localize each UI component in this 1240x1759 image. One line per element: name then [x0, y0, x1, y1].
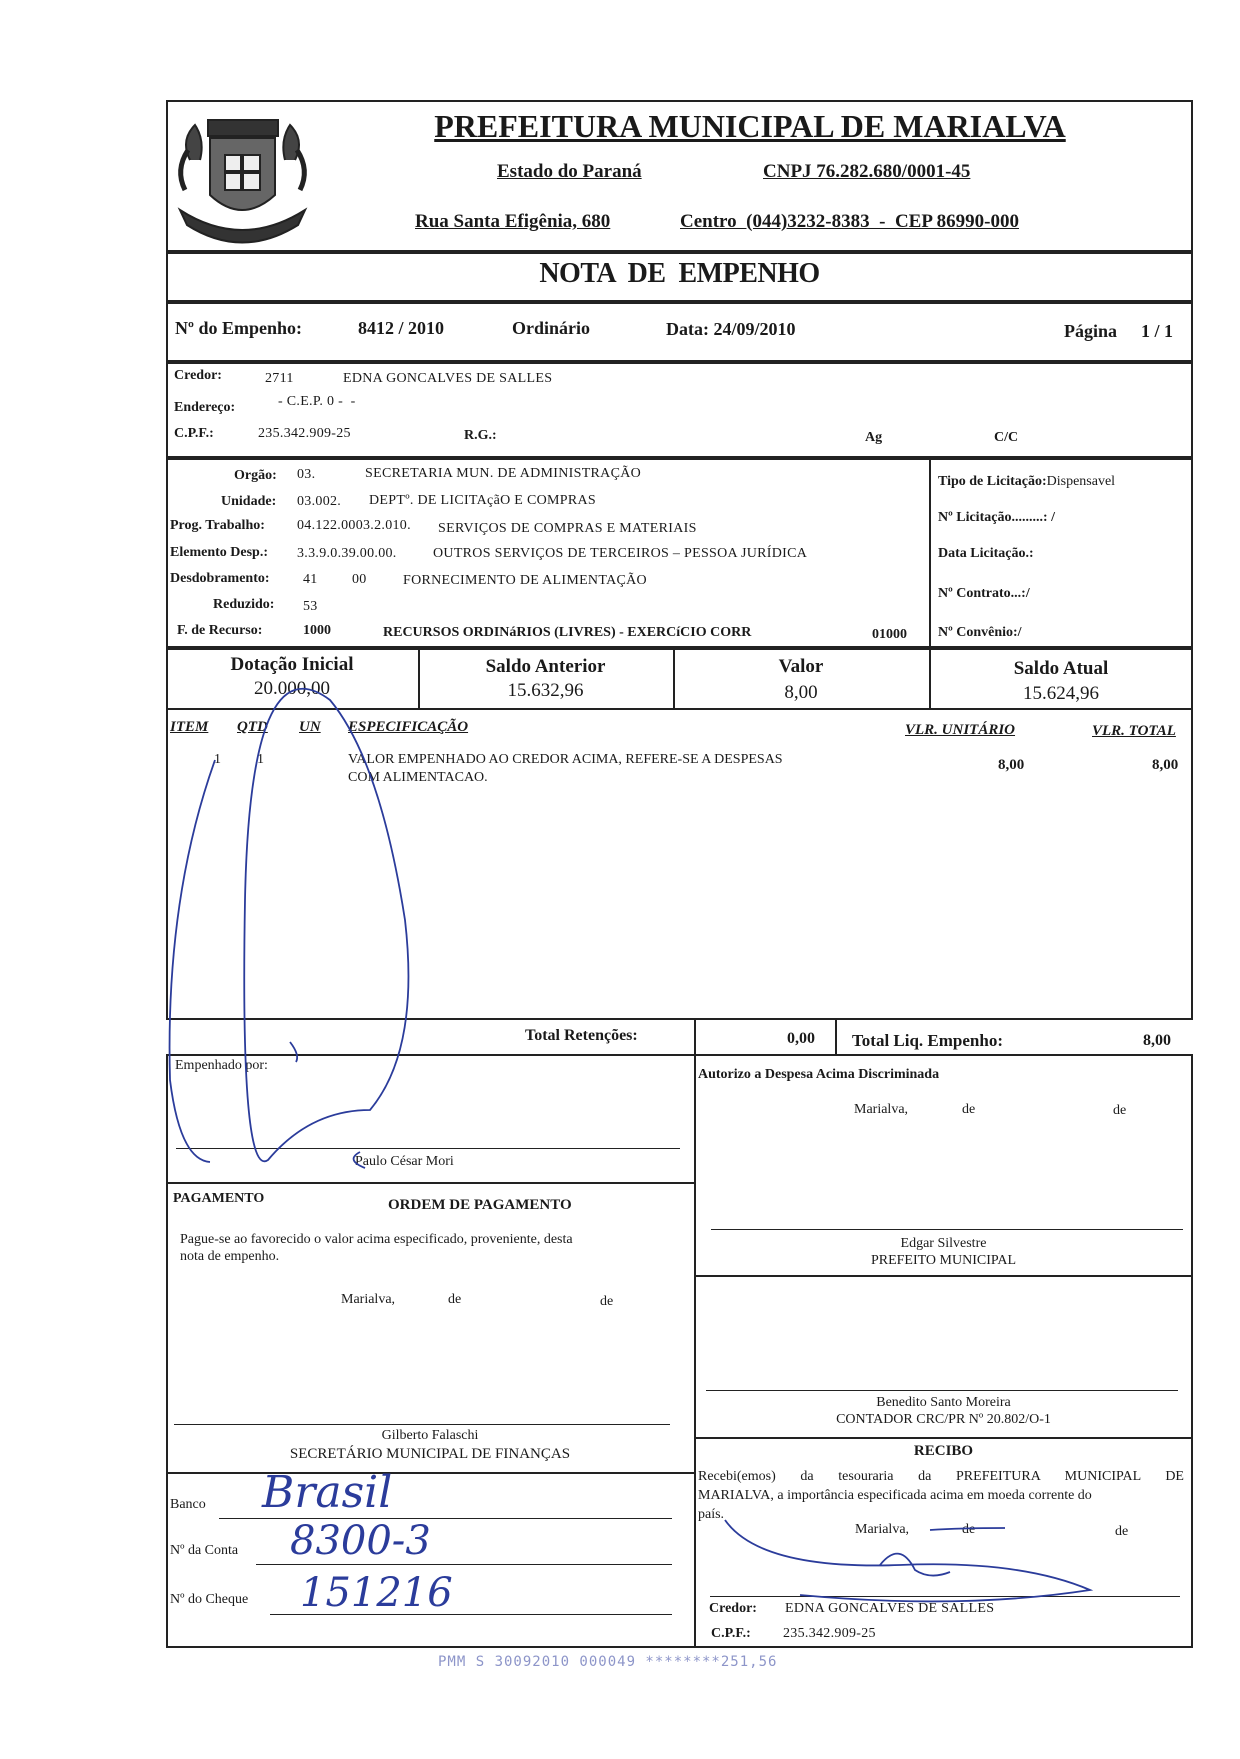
cheque-handwritten: 151216	[300, 1570, 453, 1616]
saldo-atual-label: Saldo Atual	[1013, 658, 1109, 679]
elemento-code: 3.3.9.0.39.00.00.	[297, 546, 397, 561]
row-total-value: 8,00	[1152, 757, 1179, 773]
col-header-qtd: QTD	[237, 719, 268, 735]
autorizo-label: Autorizo a Despesa Acima Discriminada	[698, 1067, 940, 1082]
pagamento-role: SECRETÁRIO MUNICIPAL DE FINANÇAS	[289, 1446, 571, 1462]
empenhado-signer: Paulo César Mori	[355, 1154, 454, 1169]
ag-label: Ag	[865, 430, 883, 445]
licitacao-tipo-label: Tipo de Licitação:	[938, 474, 1047, 489]
col-header-un: UN	[299, 719, 321, 735]
licitacao-numero: Nº Licitação.........: /	[938, 510, 1055, 525]
row-spec-line2: COM ALIMENTACAO.	[348, 770, 488, 785]
recurso-suffix: 01000	[872, 627, 907, 642]
pagamento-text-line2: nota de empenho.	[180, 1249, 280, 1264]
empenho-date: Data: 24/09/2010	[666, 319, 796, 339]
saldo-atual-value: 15.624,96	[1023, 683, 1099, 704]
col-header-especificacao: ESPECIFICAÇÃO	[348, 719, 469, 735]
recurso-label: F. de Recurso:	[177, 623, 263, 638]
page-label: Página	[1064, 321, 1118, 341]
pagamento-label: PAGAMENTO	[173, 1191, 265, 1206]
conta-handwritten: 8300-3	[290, 1518, 431, 1564]
dotacao-value: 20.000,00	[254, 678, 330, 699]
elemento-name: OUTROS SERVIÇOS DE TERCEIROS – PESSOA JURÍDICA	[433, 546, 808, 561]
desdobramento-name: FORNECIMENTO DE ALIMENTAÇÃO	[403, 573, 647, 588]
recibo-de1: de	[962, 1522, 976, 1537]
cheque-label: Nº do Cheque	[170, 1592, 249, 1607]
recibo-title: RECIBO	[913, 1443, 974, 1459]
recibo-credor-name: EDNA GONCALVES DE SALLES	[785, 1601, 995, 1616]
endereco-label: Endereço:	[174, 400, 236, 415]
autorizo-de2: de	[1113, 1103, 1127, 1118]
endereco-value: - C.E.P. 0 - -	[278, 394, 356, 409]
col-header-vlr-unitario: VLR. UNITÁRIO	[905, 722, 1016, 738]
orgao-code: 03.	[297, 467, 316, 482]
empenho-number-label: Nº do Empenho:	[175, 318, 302, 338]
autorizo-city: Marialva,	[854, 1102, 909, 1117]
prog-name: SERVIÇOS DE COMPRAS E MATERIAIS	[438, 521, 697, 536]
empenhado-label: Empenhado por:	[175, 1058, 268, 1073]
saldo-anterior-value: 15.632,96	[507, 680, 584, 701]
retencoes-value: 0,00	[787, 1030, 815, 1047]
pagamento-de1: de	[448, 1292, 462, 1307]
desdobramento-code2: 00	[352, 572, 367, 587]
recurso-code: 1000	[303, 623, 331, 638]
credor-code: 2711	[265, 371, 294, 386]
prog-code: 04.122.0003.2.010.	[297, 518, 411, 533]
prog-label: Prog. Trabalho:	[170, 518, 265, 533]
doc-title: NOTA DE EMPENHO	[539, 258, 820, 289]
licitacao-contrato: Nº Contrato...:/	[938, 586, 1030, 601]
contador-role: CONTADOR CRC/PR Nº 20.802/O-1	[836, 1412, 1051, 1427]
autorizo-role: PREFEITO MUNICIPAL	[870, 1253, 1017, 1268]
empenho-type: Ordinário	[512, 318, 591, 338]
dotacao-label: Dotação Inicial	[230, 654, 354, 675]
address-rest: Centro (044)3232-8383 - CEP 86990-000	[680, 211, 1019, 232]
rg-label: R.G.:	[464, 428, 497, 443]
reduzido-value: 53	[303, 599, 318, 614]
page-number: 1 / 1	[1141, 321, 1174, 341]
cc-label: C/C	[994, 430, 1019, 445]
machine-stamp: PMM S 30092010 000049 ********251,56	[438, 1654, 778, 1670]
licitacao-tipo-value: Dispensavel	[1046, 474, 1116, 489]
recibo-cpf-value: 235.342.909-25	[783, 1626, 876, 1641]
reduzido-label: Reduzido:	[213, 597, 275, 612]
orgao-name: SECRETARIA MUN. DE ADMINISTRAÇÃO	[365, 466, 642, 481]
unidade-code: 03.002.	[297, 494, 342, 509]
pagamento-text-line1: Pague-se ao favorecido o valor acima especificado, proveniente, desta	[180, 1232, 573, 1247]
saldo-anterior-label: Saldo Anterior	[485, 656, 606, 677]
empenho-number: 8412 / 2010	[358, 318, 445, 338]
unidade-name: DEPTº. DE LICITAçãO E COMPRAS	[369, 493, 596, 508]
pagamento-de2: de	[600, 1294, 614, 1309]
cpf-label: C.P.F.:	[174, 426, 214, 441]
row-item: 1	[214, 752, 221, 767]
row-spec-line1: VALOR EMPENHADO AO CREDOR ACIMA, REFERE-SE A DESPESAS	[348, 752, 783, 767]
row-unit-value: 8,00	[998, 757, 1025, 773]
pagamento-signer: Gilberto Falaschi	[381, 1428, 479, 1443]
contador-signer: Benedito Santo Moreira	[876, 1395, 1011, 1410]
autorizo-signer: Edgar Silvestre	[900, 1236, 987, 1251]
valor-value: 8,00	[784, 682, 818, 703]
recibo-credor-label: Credor:	[709, 1601, 757, 1616]
valor-label: Valor	[778, 656, 824, 677]
cpf-value: 235.342.909-25	[258, 426, 351, 441]
address-street: Rua Santa Efigênia, 680	[415, 211, 611, 232]
autorizo-de1: de	[962, 1102, 976, 1117]
desdobramento-label: Desdobramento:	[170, 571, 270, 586]
recibo-text-line1: Recebi(emos) da tesouraria da PREFEITURA MUNICIPAL DE	[698, 1469, 1184, 1484]
licitacao-convenio: Nº Convênio:/	[938, 625, 1022, 640]
elemento-label: Elemento Desp.:	[170, 545, 268, 560]
total-liq-label: Total Liq. Empenho:	[852, 1031, 1003, 1050]
recibo-cpf-label: C.P.F.:	[711, 1626, 751, 1641]
banco-handwritten: Brasil	[262, 1467, 393, 1518]
credor-name: EDNA GONCALVES DE SALLES	[343, 371, 553, 386]
retencoes-label: Total Retenções:	[525, 1027, 638, 1044]
orgao-label: Orgão:	[234, 468, 277, 483]
desdobramento-code1: 41	[303, 572, 318, 587]
recibo-text-line2: MARIALVA, a importância especificada acima em moeda corrente do	[698, 1488, 1092, 1503]
licitacao-data: Data Licitação.:	[938, 546, 1034, 561]
cnpj: CNPJ 76.282.680/0001-45	[763, 161, 971, 182]
ordem-pagamento: ORDEM DE PAGAMENTO	[388, 1197, 572, 1213]
pagamento-city: Marialva,	[341, 1292, 396, 1307]
total-liq-value: 8,00	[1143, 1032, 1171, 1049]
recibo-text-line3: país.	[698, 1507, 725, 1522]
banco-label: Banco	[170, 1497, 206, 1512]
page-title: PREFEITURA MUNICIPAL DE MARIALVA	[434, 108, 1066, 144]
credor-label: Credor:	[174, 368, 222, 383]
recibo-city: Marialva,	[855, 1522, 910, 1537]
col-header-item: ITEM	[170, 719, 209, 735]
recurso-name: RECURSOS ORDINáRIOS (LIVRES) - EXERCíCIO CORR	[383, 625, 752, 640]
row-qtd: 1	[257, 752, 264, 767]
unidade-label: Unidade:	[221, 494, 277, 509]
col-header-vlr-total: VLR. TOTAL	[1092, 723, 1176, 739]
recibo-de2: de	[1115, 1524, 1129, 1539]
state-name: Estado do Paraná	[497, 161, 642, 182]
conta-label: Nº da Conta	[170, 1543, 239, 1558]
